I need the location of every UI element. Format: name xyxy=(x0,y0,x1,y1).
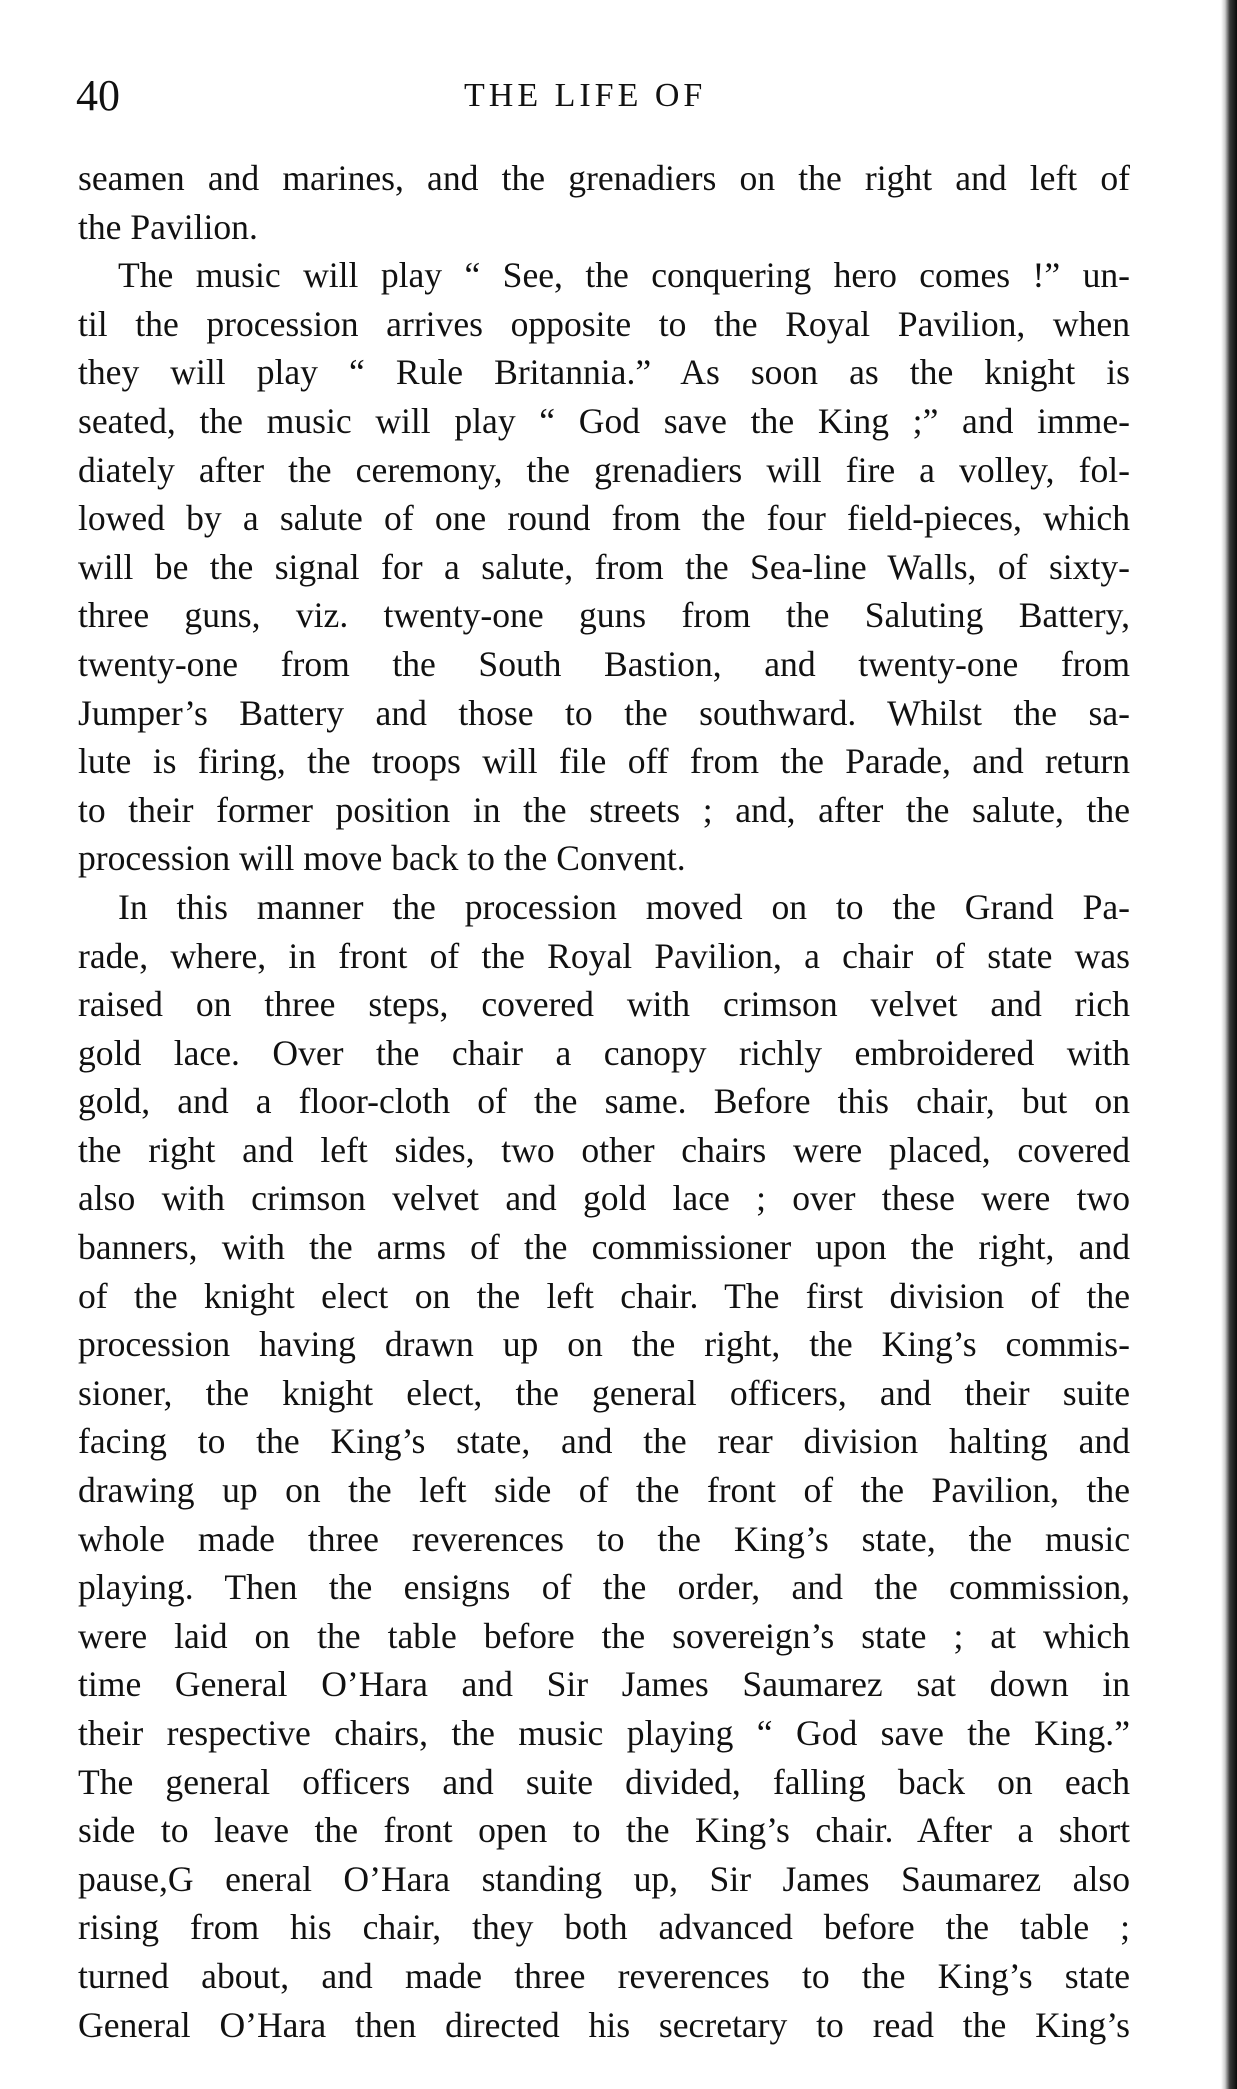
text-line: of the knight elect on the left chair. The first division of the xyxy=(78,1275,1130,1316)
text-line: facing to the King’s state, and the rear division halting and xyxy=(78,1421,1130,1462)
text-line: playing. Then the ensigns of the order, and the commission, xyxy=(78,1567,1130,1608)
text-line: til the procession arrives opposite to the Royal Pavilion, when xyxy=(78,303,1130,344)
text-line: procession will move back to the Convent. xyxy=(78,838,686,879)
text-line: drawing up on the left side of the front of the Pavilion, the xyxy=(78,1470,1130,1511)
text-line: pause,G eneral O’Hara standing up, Sir James Saumarez also xyxy=(78,1858,1130,1899)
text-line: turned about, and made three reverences to the King’s state xyxy=(78,1955,1130,1996)
text-line: Jumper’s Battery and those to the southward. Whilst the sa- xyxy=(78,692,1130,733)
text-line: The general officers and suite divided, falling back on each xyxy=(78,1761,1130,1802)
text-line: also with crimson velvet and gold lace ; over these were two xyxy=(78,1178,1130,1219)
text-line: their respective chairs, the music playing “ God save the King.” xyxy=(78,1713,1130,1753)
text-line: side to leave the front open to the King’s chair. After a short xyxy=(78,1810,1130,1851)
text-line: The music will play “ See, the conquering hero comes !” un- xyxy=(118,255,1130,296)
text-line: rising from his chair, they both advanced before the table ; xyxy=(78,1907,1130,1948)
text-line: time General O’Hara and Sir James Saumarez sat down in xyxy=(78,1664,1130,1705)
text-line: seated, the music will play “ God save the King ;” and imme- xyxy=(78,400,1130,441)
text-line: the Pavilion. xyxy=(78,206,258,247)
text-line: sioner, the knight elect, the general officers, and their suite xyxy=(78,1372,1130,1413)
text-line: three guns, viz. twenty-one guns from the Saluting Battery, xyxy=(78,595,1130,636)
text-line: the right and left sides, two other chairs were placed, covered xyxy=(78,1129,1130,1170)
page-gutter-shadow xyxy=(1221,0,1237,2089)
text-line: In this manner the procession moved on to the Grand Pa- xyxy=(118,886,1130,927)
text-line: General O’Hara then directed his secretary to read the King’s xyxy=(78,2004,1130,2045)
text-line: gold, and a floor-cloth of the same. Before this chair, but on xyxy=(78,1081,1130,1122)
page-number: 40 xyxy=(76,71,120,120)
text-line: banners, with the arms of the commissioner upon the right, and xyxy=(78,1227,1130,1268)
text-line: gold lace. Over the chair a canopy richly embroidered with xyxy=(78,1032,1130,1073)
body-text xyxy=(78,154,1130,2049)
running-title: THE LIFE OF xyxy=(464,77,707,114)
text-line: to their former position in the streets ; and, after the salute, the xyxy=(78,789,1130,830)
text-line: twenty-one from the South Bastion, and twenty-one from xyxy=(78,643,1130,684)
text-line: diately after the ceremony, the grenadiers will fire a volley, fol- xyxy=(78,449,1130,490)
page-header xyxy=(76,66,1136,126)
text-line: rade, where, in front of the Royal Pavilion, a chair of state was xyxy=(78,935,1130,976)
text-line: raised on three steps, covered with crimson velvet and rich xyxy=(78,984,1130,1025)
text-line: procession having drawn up on the right, the King’s commis- xyxy=(78,1324,1130,1365)
text-line: were laid on the table before the sovereign’s state ; at which xyxy=(78,1615,1130,1656)
text-line: they will play “ Rule Britannia.” As soon as the knight is xyxy=(78,352,1130,393)
text-line: whole made three reverences to the King’s state, the music xyxy=(78,1518,1130,1559)
text-line: seamen and marines, and the grenadiers on the right and left of xyxy=(78,158,1130,198)
text-line: lowed by a salute of one round from the four field-pieces, which xyxy=(78,498,1130,539)
text-line: will be the signal for a salute, from the Sea-line Walls, of sixty- xyxy=(78,546,1130,587)
text-line: lute is firing, the troops will file off from the Parade, and return xyxy=(78,741,1130,782)
